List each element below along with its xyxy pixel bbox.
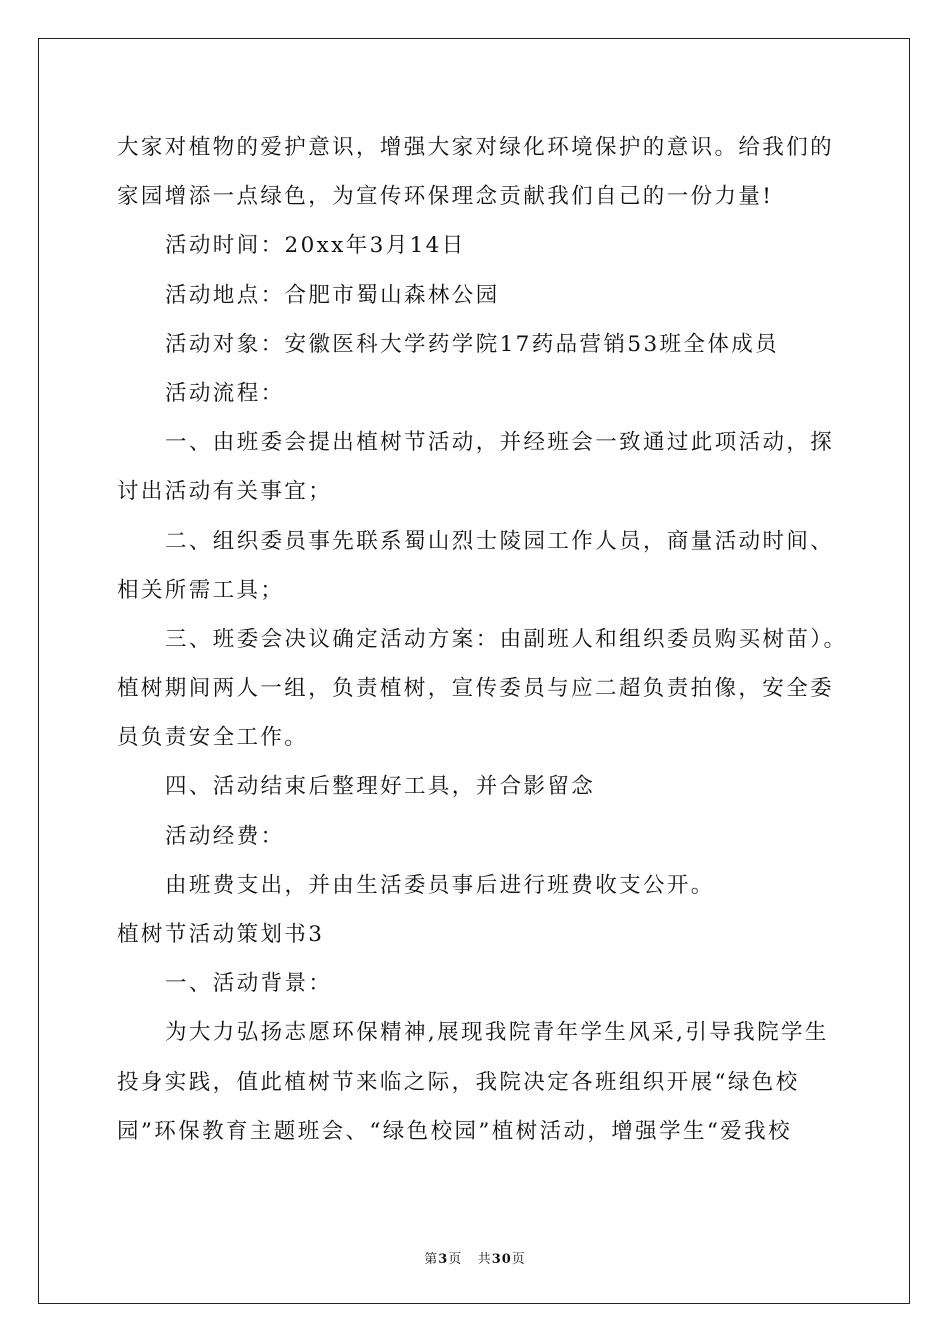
text-line: 活动流程：	[165, 380, 285, 406]
text-line: 活动时间：20xx年3月14日	[165, 233, 466, 259]
text-line: 活动经费：	[165, 823, 285, 849]
text-line: 由班费支出，并由生活委员事后进行班费收支公开。	[165, 872, 715, 898]
text-line: 园”环保教育主题班会、“绿色校园”植树活动，增强学生“爱我校	[117, 1118, 792, 1144]
text-line: 活动对象：安徽医科大学药学院17药品营销53班全体成员	[165, 331, 780, 357]
total-suffix: 页	[511, 1252, 526, 1267]
page-suffix: 页	[448, 1252, 463, 1267]
page-prefix: 第	[424, 1252, 439, 1267]
section-heading: 植树节活动策划书3	[117, 922, 325, 947]
text-line: 四、活动结束后整理好工具，并合影留念	[165, 774, 596, 800]
page-footer	[0, 1248, 950, 1267]
document-body	[117, 130, 848, 1163]
text-line: 员负责安全工作。	[117, 725, 309, 751]
text-line: 相关所需工具；	[117, 577, 285, 603]
page-total: 30	[491, 1252, 512, 1267]
text-line: 为大力弘扬志愿环保精神,展现我院青年学生风采,引导我院学生	[165, 1020, 829, 1046]
text-line: 三、班委会决议确定活动方案：由副班人和组织委员购买树苗）。	[165, 626, 848, 652]
total-prefix: 共	[477, 1252, 492, 1267]
text-line: 二、组织委员事先联系蜀山烈士陵园工作人员，商量活动时间、	[165, 528, 835, 554]
page-current: 3	[438, 1252, 449, 1267]
text-line: 家园增添一点绿色，为宣传环保理念贡献我们自己的一份力量!	[117, 184, 774, 210]
text-line: 大家对植物的爱护意识，增强大家对绿化环境保护的意识。给我们的	[117, 135, 835, 160]
text-line: 投身实践，值此植树节来临之际，我院决定各班组织开展“绿色校	[117, 1069, 800, 1095]
text-line: 活动地点：合肥市蜀山森林公园	[165, 282, 500, 308]
text-line: 植树期间两人一组，负责植树，宣传委员与应二超负责拍像，安全委	[117, 676, 835, 702]
text-line: 一、活动背景：	[165, 971, 333, 997]
text-line: 讨出活动有关事宜；	[117, 479, 333, 505]
text-line: 一、由班委会提出植树节活动，并经班会一致通过此项活动，探	[165, 430, 835, 456]
